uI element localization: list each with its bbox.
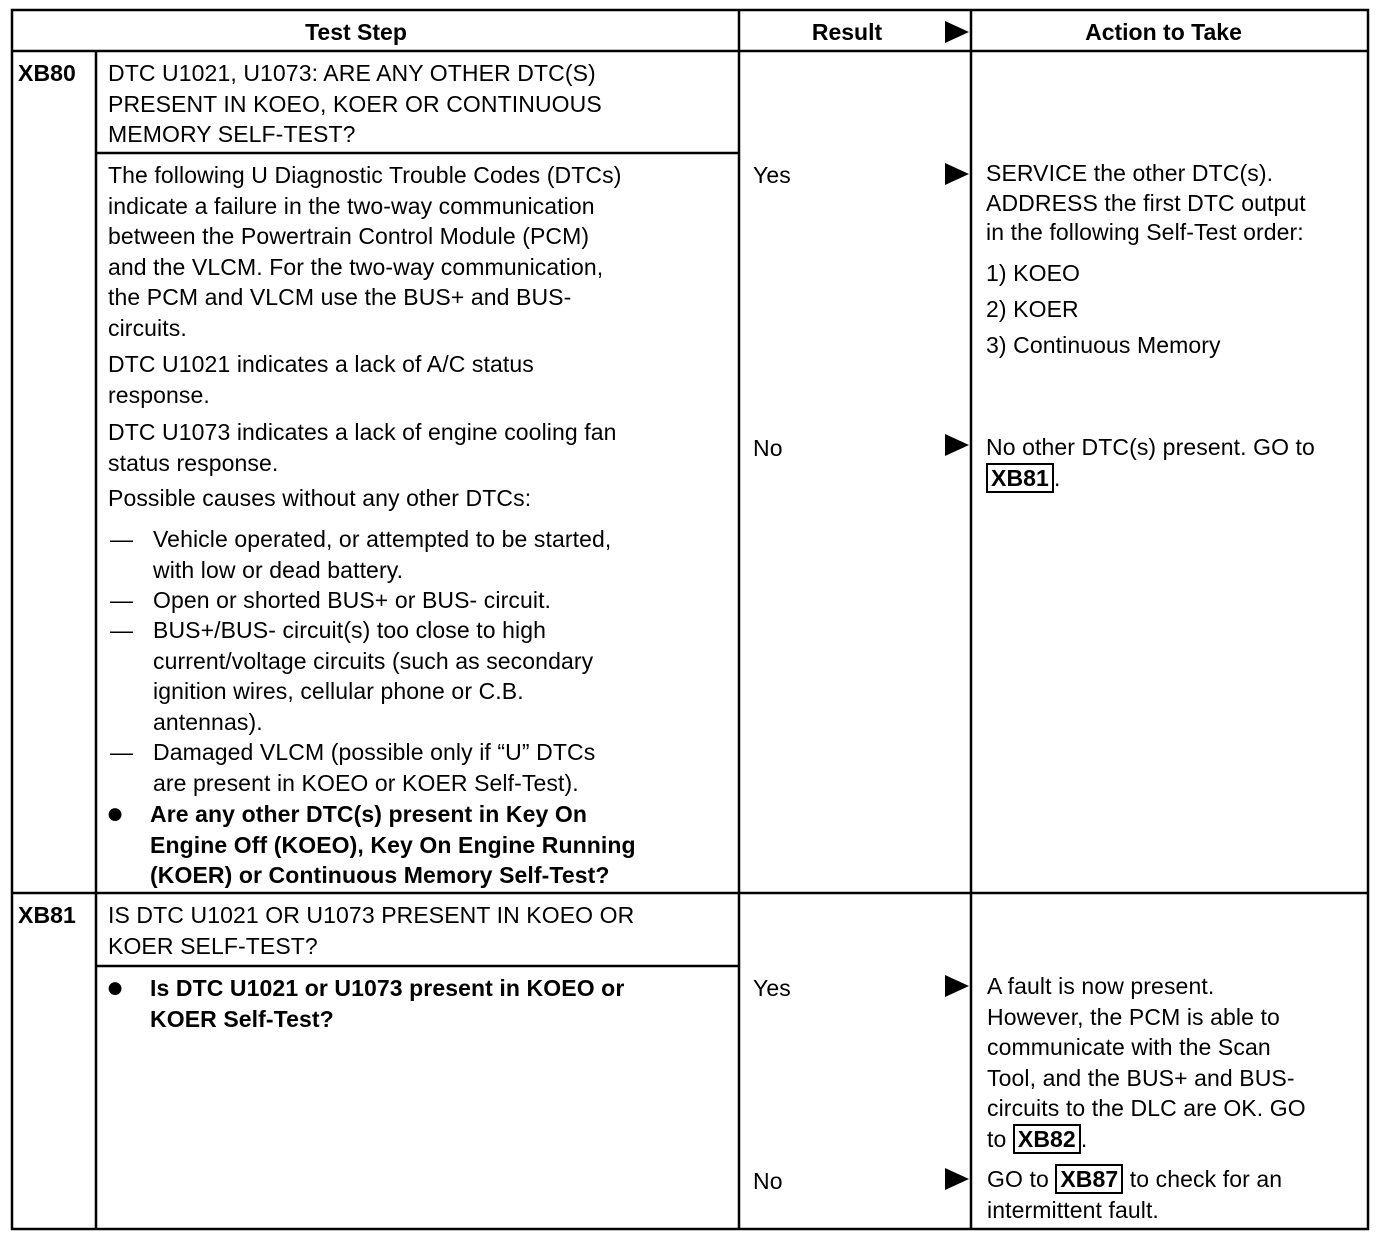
xb80-result-no: No	[753, 435, 783, 461]
xb80-action-yes: SERVICE the other DTC(s). ADDRESS the first DTC output in the following Self-Test order:	[986, 160, 1306, 245]
xb81-result-yes: Yes	[753, 975, 791, 1001]
xb81-bullet-question: Is DTC U1021 or U1073 present in KOEO or KOER Self-Test?	[150, 975, 625, 1032]
xb81-action-no: GO to XB87 to check for an intermittent fault.	[987, 1166, 1283, 1223]
cause-item-4: Damaged VLCM (possible only if “U” DTCs are present in KOEO or KOER Self-Test).	[153, 739, 596, 796]
xb81-result-no: No	[753, 1168, 783, 1194]
cause-item-3: BUS+/BUS- circuit(s) too close to high current/voltage circuits (such as secondary ignition wires, cellular phone or C.B. antennas).	[153, 617, 594, 735]
xb80-causes-intro: Possible causes without any other DTCs:	[108, 485, 532, 511]
xb80-action-no: No other DTC(s) present. GO to XB81 .	[986, 434, 1315, 491]
xb80-bullet-question: Are any other DTC(s) present in Key On Engine Off (KOEO), Key On Engine Running (KOER) or Continuous Memory Self-Test?	[150, 801, 636, 888]
header-result: Result	[811, 19, 883, 45]
bullet-icon: ●	[106, 971, 125, 1004]
cause-item-1: Vehicle operated, or attempted to be started, with low or dead battery.	[153, 526, 612, 583]
cause-dash-3: —	[110, 617, 133, 643]
cause-dash-1: —	[110, 526, 133, 552]
xb80-paragraph-2: DTC U1021 indicates a lack of A/C status response.	[108, 351, 534, 408]
xb80-question: DTC U1021, U1073: ARE ANY OTHER DTC(S) PRESENT IN KOEO, KOER OR CONTINUOUS MEMORY SELF-TEST?	[108, 60, 602, 147]
cause-item-2: Open or shorted BUS+ or BUS- circuit.	[153, 587, 552, 613]
arrow-icon	[945, 434, 969, 456]
link-xb82[interactable]: XB82	[1013, 1124, 1081, 1154]
xb80-result-yes: Yes	[753, 162, 791, 188]
xb80-paragraph-1: The following U Diagnostic Trouble Codes (DTCs) indicate a failure in the two-way communication between the Powertrain Control Module (PCM) and the VLCM. For the two-way communication, the PCM and VLCM use the BUS+ and BUS- circuits.	[108, 162, 622, 341]
cause-dash-2: —	[110, 587, 133, 613]
arrow-icon	[945, 1168, 969, 1190]
header-action: Action to Take	[1085, 19, 1242, 45]
xb80-paragraph-3: DTC U1073 indicates a lack of engine cooling fan status response.	[108, 419, 617, 476]
header-test-step: Test Step	[305, 19, 407, 45]
xb81-action-yes: A fault is now present. However, the PCM is able to communicate with the Scan Tool, and the BUS+ and BUS- circuits to the DLC are OK. GO to XB82 .	[987, 973, 1306, 1152]
bullet-icon: ●	[106, 797, 125, 830]
self-test-order-list: 1) KOEO 2) KOER 3) Continuous Memory	[986, 260, 1221, 358]
arrow-icon	[945, 163, 969, 185]
step-id-xb81: XB81	[18, 902, 76, 928]
header-arrow-icon	[945, 21, 969, 43]
xb81-question: IS DTC U1021 OR U1073 PRESENT IN KOEO OR KOER SELF-TEST?	[108, 902, 635, 959]
link-xb81[interactable]: XB81	[986, 463, 1054, 493]
arrow-icon	[945, 975, 969, 997]
step-id-xb80: XB80	[18, 60, 76, 86]
cause-dash-4: —	[110, 739, 133, 765]
link-xb87[interactable]: XB87	[1055, 1164, 1123, 1194]
